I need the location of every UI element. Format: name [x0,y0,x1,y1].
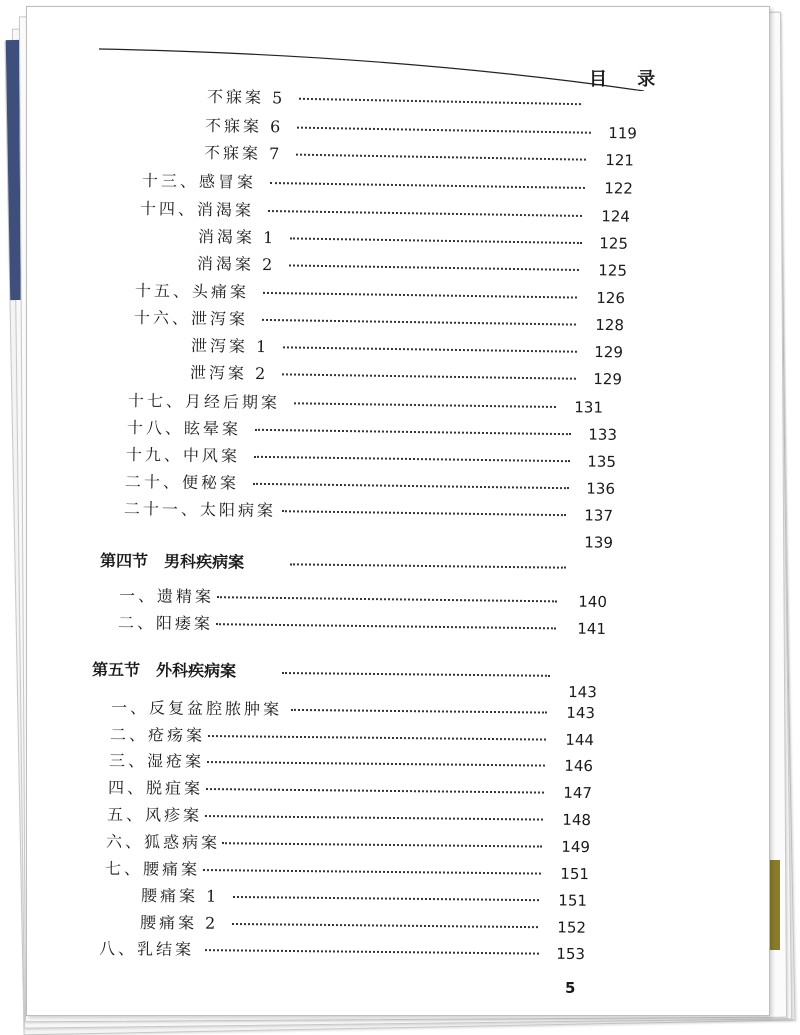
toc-entry-page: 125 [599,234,629,253]
toc-entry-label: 一、遗精案 [118,586,215,607]
toc-entry-label: 不寐案 5 [206,87,286,108]
toc-entry[interactable] [127,417,617,446]
toc-section-label: 第四节 男科疾病案 [99,553,245,572]
leader-dots [297,127,591,134]
toc-entry-label: 二、阳痿案 [117,613,214,634]
toc-entry-page: 129 [593,369,623,389]
leader-dots [296,154,586,161]
toc-list [27,7,769,1015]
toc-entry-label: 泄泻案 1 [190,336,270,357]
leader-dots [262,319,576,326]
toc-entry-label: 不寐案 7 [203,143,283,164]
toc-entry-page: 125 [598,261,628,280]
toc-entry[interactable] [124,525,614,554]
toc-entry-page: 137 [584,506,614,525]
leader-dots [208,735,546,741]
toc-entry-page: 124 [601,207,631,226]
toc-entry-page: 128 [595,315,625,335]
toc-entry[interactable] [141,885,594,912]
toc-entry-page: 144 [565,730,595,750]
toc-entry[interactable] [110,724,600,751]
toc-entry[interactable] [111,697,601,724]
leader-dots [254,456,570,462]
leader-dots [263,292,577,299]
toc-entry-page: 151 [558,891,588,910]
leader-dots [268,210,582,217]
toc-entry-label: 消渴案 1 [197,227,277,248]
leader-dots [290,563,566,568]
leader-dots [282,672,550,677]
toc-entry-page: 153 [556,944,586,964]
leader-dots [270,182,585,189]
toc-entry-label: 五、风疹案 [106,805,203,825]
leader-dots [203,869,541,875]
toc-entry-label: 十五、头痛案 [134,281,250,302]
toc-entry[interactable] [190,362,622,390]
toc-entry[interactable] [142,170,633,200]
leader-dots [255,429,571,435]
toc-entry-page: 135 [587,452,617,471]
toc-entry[interactable] [135,280,625,309]
toc-entry-label: 十四、消渴案 [139,199,255,220]
toc-entry-page: 152 [557,918,587,937]
leader-dots [282,373,576,379]
toc-entry-label: 二十、便秘案 [124,472,240,493]
toc-entry-label: 十九、中风案 [125,445,241,466]
toc-entry[interactable] [205,115,637,145]
leader-dots [283,346,577,352]
toc-entry-page: 131 [574,398,604,417]
toc-entry-page: 146 [564,756,594,776]
toc-entry[interactable] [105,858,595,885]
leader-dots [232,923,538,928]
toc-entry-label: 十三、感冒案 [141,171,257,192]
toc-entry[interactable] [191,335,623,363]
toc-section-label: 第五节 外科疾病案 [91,662,237,681]
leader-dots [216,623,556,629]
toc-entry[interactable] [126,444,616,473]
toc-entry[interactable] [99,938,593,965]
toc-entry-label: 六、狐惑病案 [105,832,221,853]
page-number: 5 [565,979,576,997]
toc-entry-page: 119 [608,124,638,143]
toc-entry[interactable] [118,612,610,640]
leader-dots [207,761,545,767]
toc-entry-page: 148 [562,810,592,830]
toc-entry-label: 七、腰痛案 [104,859,201,879]
toc-entry[interactable] [106,831,596,858]
toc-entry[interactable] [125,471,615,500]
leader-dots [233,896,539,901]
toc-entry-label: 八、乳结案 [98,939,195,959]
toc-entry[interactable] [108,777,598,804]
toc-entry-page: 139 [584,533,614,552]
toc-entry[interactable] [140,198,630,228]
toc-entry-label: 四、脱疽案 [107,778,204,798]
toc-entry-page: 136 [586,479,616,498]
leader-dots [282,510,566,516]
toc-entry[interactable] [124,498,614,527]
toc-entry-label: 十七、月经后期案 [127,391,281,413]
toc-entry-label: 十八、眩晕案 [126,418,242,439]
toc-entry[interactable] [119,585,611,613]
toc-entry-label: 不寐案 6 [204,116,284,137]
toc-entry-label: 三、湿疮案 [108,751,205,771]
toc-entry-page: 122 [604,179,634,198]
toc-entry-label: 腰痛案 1 [140,886,220,906]
toc-entry[interactable] [107,804,597,831]
toc-entry[interactable] [134,307,624,336]
toc-entry[interactable] [197,253,627,282]
toc-section-heading[interactable] [91,660,602,702]
leader-dots [206,788,544,794]
leader-dots [290,237,582,244]
toc-entry-page: 121 [605,151,635,170]
toc-entry-label: 腰痛案 2 [139,913,219,933]
toc-entry[interactable] [207,86,609,116]
toc-entry-page: 129 [594,342,624,362]
toc-entry-label: 二、疮疡案 [109,725,206,745]
toc-entry-label: 十六、泄泻案 [133,308,249,329]
leader-dots [253,483,569,489]
toc-entry-page: 141 [577,619,607,638]
toc-entry-label: 泄泻案 2 [189,363,269,384]
toc-entry[interactable] [109,750,599,777]
toc-entry-page: 126 [596,288,626,308]
toc-entry-page: 149 [561,837,591,857]
toc-entry-page: 143 [566,703,596,723]
leader-dots [205,815,543,821]
toc-entry[interactable] [140,912,593,939]
toc-entry-page: 140 [578,592,608,611]
leader-dots [289,264,579,271]
leader-dots [291,709,547,714]
toc-entry-page: 151 [560,864,590,884]
toc-entry-page: 143 [568,682,597,702]
toc-entry[interactable] [204,142,634,172]
leader-dots [217,596,557,602]
book-cover-edge-lower [770,860,780,950]
toc-entry-page: 147 [563,783,593,803]
page-header-title: 目 录 [589,69,668,90]
toc-section-heading[interactable] [100,551,610,579]
toc-entry-label: 二十一、太阳病案 [123,499,277,521]
toc-entry-label: 消渴案 2 [196,254,276,275]
toc-entry-page: 133 [588,425,618,444]
leader-dots [205,949,539,954]
toc-entry-label: 一、反复盆腔脓肿案 [110,698,283,719]
toc-entry[interactable] [198,226,628,255]
leader-dots [294,402,556,408]
toc-entry[interactable] [128,390,603,419]
leader-dots [222,842,542,847]
toc-page [26,6,770,1016]
leader-dots [299,98,581,105]
